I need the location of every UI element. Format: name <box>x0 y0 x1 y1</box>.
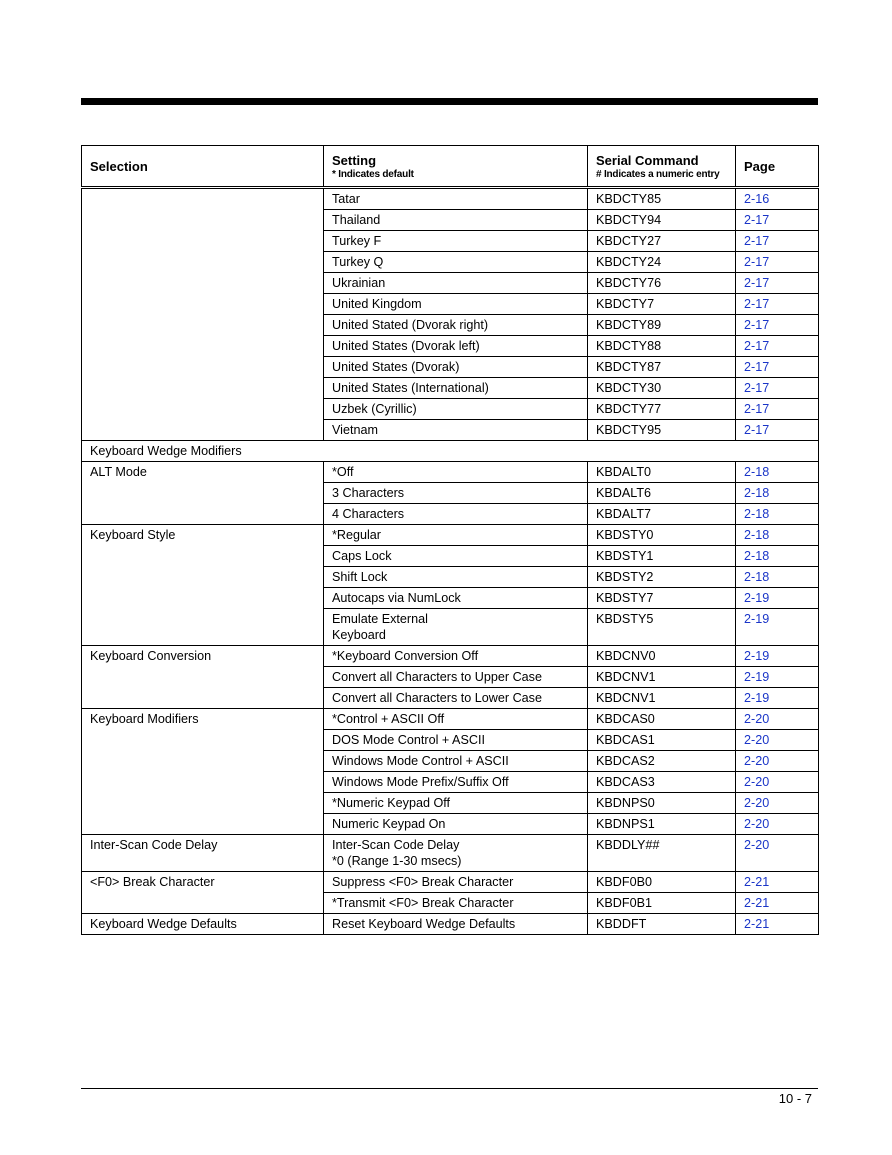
page-link[interactable]: 2-18 <box>736 483 819 504</box>
section-title: Keyboard Wedge Modifiers <box>82 441 819 462</box>
command-cell: KBDCTY95 <box>588 420 736 441</box>
setting-cell: Uzbek (Cyrillic) <box>324 399 588 420</box>
selection-cell: Keyboard Wedge Defaults <box>82 914 324 935</box>
command-cell: KBDALT7 <box>588 504 736 525</box>
page-link[interactable]: 2-19 <box>736 688 819 709</box>
command-cell: KBDDFT <box>588 914 736 935</box>
setting-cell: Windows Mode Prefix/Suffix Off <box>324 772 588 793</box>
command-cell: KBDCTY94 <box>588 210 736 231</box>
setting-cell: Vietnam <box>324 420 588 441</box>
command-cell: KBDCNV1 <box>588 688 736 709</box>
page-link[interactable]: 2-17 <box>736 420 819 441</box>
command-cell: KBDSTY5 <box>588 609 736 646</box>
page-link[interactable]: 2-21 <box>736 893 819 914</box>
setting-cell: DOS Mode Control + ASCII <box>324 730 588 751</box>
setting-cell: United Stated (Dvorak right) <box>324 315 588 336</box>
setting-cell: 3 Characters <box>324 483 588 504</box>
setting-cell: United Kingdom <box>324 294 588 315</box>
setting-cell: *Control + ASCII Off <box>324 709 588 730</box>
table-body <box>82 188 819 935</box>
setting-cell: Numeric Keypad On <box>324 814 588 835</box>
command-cell: KBDALT6 <box>588 483 736 504</box>
table-row <box>82 646 819 667</box>
setting-cell: *Regular <box>324 525 588 546</box>
command-cell: KBDCTY77 <box>588 399 736 420</box>
page-link[interactable]: 2-20 <box>736 772 819 793</box>
command-cell: KBDCTY24 <box>588 252 736 273</box>
page-link[interactable]: 2-17 <box>736 378 819 399</box>
command-cell: KBDCTY88 <box>588 336 736 357</box>
page-link[interactable]: 2-21 <box>736 872 819 893</box>
setting-cell: *Transmit <F0> Break Character <box>324 893 588 914</box>
footer-rule <box>81 1088 818 1089</box>
setting-cell: Turkey Q <box>324 252 588 273</box>
command-cell: KBDNPS1 <box>588 814 736 835</box>
command-cell: KBDALT0 <box>588 462 736 483</box>
command-cell: KBDCTY7 <box>588 294 736 315</box>
page-link[interactable]: 2-17 <box>736 231 819 252</box>
page-link[interactable]: 2-20 <box>736 814 819 835</box>
command-cell: KBDCAS1 <box>588 730 736 751</box>
page-link[interactable]: 2-18 <box>736 525 819 546</box>
selection-cell: Keyboard Modifiers <box>82 709 324 835</box>
selection-cell: <F0> Break Character <box>82 872 324 914</box>
header-selection: Selection <box>82 146 324 188</box>
page-link[interactable]: 2-17 <box>736 252 819 273</box>
page-link[interactable]: 2-18 <box>736 462 819 483</box>
page-number: 10 - 7 <box>778 1091 812 1106</box>
page-link[interactable]: 2-18 <box>736 504 819 525</box>
command-cell: KBDCTY27 <box>588 231 736 252</box>
page-link[interactable]: 2-20 <box>736 709 819 730</box>
setting-cell: Turkey F <box>324 231 588 252</box>
page-link[interactable]: 2-19 <box>736 588 819 609</box>
setting-cell: United States (Dvorak) <box>324 357 588 378</box>
table-row <box>82 872 819 893</box>
page-link[interactable]: 2-17 <box>736 294 819 315</box>
page-link[interactable]: 2-20 <box>736 751 819 772</box>
serial-command-table <box>81 145 819 935</box>
command-cell: KBDF0B1 <box>588 893 736 914</box>
command-cell: KBDCNV0 <box>588 646 736 667</box>
setting-cell: 4 Characters <box>324 504 588 525</box>
table-row <box>82 709 819 730</box>
header-page: Page <box>736 146 819 188</box>
setting-cell: United States (International) <box>324 378 588 399</box>
page-link[interactable]: 2-17 <box>736 336 819 357</box>
page-link[interactable]: 2-16 <box>736 188 819 210</box>
command-cell: KBDCTY30 <box>588 378 736 399</box>
setting-cell: Inter-Scan Code Delay *0 (Range 1-30 msecs) <box>324 835 588 872</box>
table-header-row <box>82 146 819 188</box>
command-cell: KBDF0B0 <box>588 872 736 893</box>
selection-cell: Keyboard Style <box>82 525 324 646</box>
header-setting: Setting * Indicates default <box>324 146 588 188</box>
command-cell: KBDNPS0 <box>588 793 736 814</box>
command-cell: KBDCAS2 <box>588 751 736 772</box>
page-link[interactable]: 2-18 <box>736 567 819 588</box>
setting-cell: Shift Lock <box>324 567 588 588</box>
setting-cell: Ukrainian <box>324 273 588 294</box>
setting-cell: *Keyboard Conversion Off <box>324 646 588 667</box>
setting-cell: United States (Dvorak left) <box>324 336 588 357</box>
setting-cell: Tatar <box>324 188 588 210</box>
setting-cell: Convert all Characters to Lower Case <box>324 688 588 709</box>
command-cell: KBDCTY89 <box>588 315 736 336</box>
command-cell: KBDCTY87 <box>588 357 736 378</box>
table-row <box>82 525 819 546</box>
setting-cell: Windows Mode Control + ASCII <box>324 751 588 772</box>
command-cell: KBDCTY85 <box>588 188 736 210</box>
header-serial-command: Serial Command # Indicates a numeric entry <box>588 146 736 188</box>
page-link[interactable]: 2-17 <box>736 273 819 294</box>
setting-cell: Emulate External Keyboard <box>324 609 588 646</box>
setting-cell: Autocaps via NumLock <box>324 588 588 609</box>
selection-cell: ALT Mode <box>82 462 324 525</box>
page-link[interactable]: 2-20 <box>736 730 819 751</box>
command-cell: KBDDLY## <box>588 835 736 872</box>
section-row <box>82 441 819 462</box>
setting-cell: Suppress <F0> Break Character <box>324 872 588 893</box>
setting-cell: *Numeric Keypad Off <box>324 793 588 814</box>
command-cell: KBDCTY76 <box>588 273 736 294</box>
selection-cell <box>82 188 324 441</box>
command-cell: KBDCAS0 <box>588 709 736 730</box>
table-row <box>82 188 819 210</box>
table-row <box>82 462 819 483</box>
page-link[interactable]: 2-19 <box>736 646 819 667</box>
header-serial-note: # Indicates a numeric entry <box>596 169 720 180</box>
command-cell: KBDCNV1 <box>588 667 736 688</box>
page-link[interactable]: 2-20 <box>736 835 819 872</box>
selection-cell: Keyboard Conversion <box>82 646 324 709</box>
setting-cell: Reset Keyboard Wedge Defaults <box>324 914 588 935</box>
page-link[interactable]: 2-17 <box>736 399 819 420</box>
command-cell: KBDCAS3 <box>588 772 736 793</box>
page-link[interactable]: 2-17 <box>736 357 819 378</box>
table-row <box>82 914 819 935</box>
page-link[interactable]: 2-19 <box>736 667 819 688</box>
selection-cell: Inter-Scan Code Delay <box>82 835 324 872</box>
command-cell: KBDSTY0 <box>588 525 736 546</box>
command-cell: KBDSTY7 <box>588 588 736 609</box>
header-rule <box>81 98 818 105</box>
setting-cell: Caps Lock <box>324 546 588 567</box>
table-row <box>82 835 819 872</box>
header-setting-note: * Indicates default <box>332 169 414 180</box>
page-link[interactable]: 2-20 <box>736 793 819 814</box>
page-link[interactable]: 2-21 <box>736 914 819 935</box>
page-link[interactable]: 2-17 <box>736 210 819 231</box>
command-cell: KBDSTY1 <box>588 546 736 567</box>
setting-cell: Thailand <box>324 210 588 231</box>
setting-cell: *Off <box>324 462 588 483</box>
page-link[interactable]: 2-17 <box>736 315 819 336</box>
command-cell: KBDSTY2 <box>588 567 736 588</box>
page-link[interactable]: 2-19 <box>736 609 819 646</box>
setting-cell: Convert all Characters to Upper Case <box>324 667 588 688</box>
page-link[interactable]: 2-18 <box>736 546 819 567</box>
